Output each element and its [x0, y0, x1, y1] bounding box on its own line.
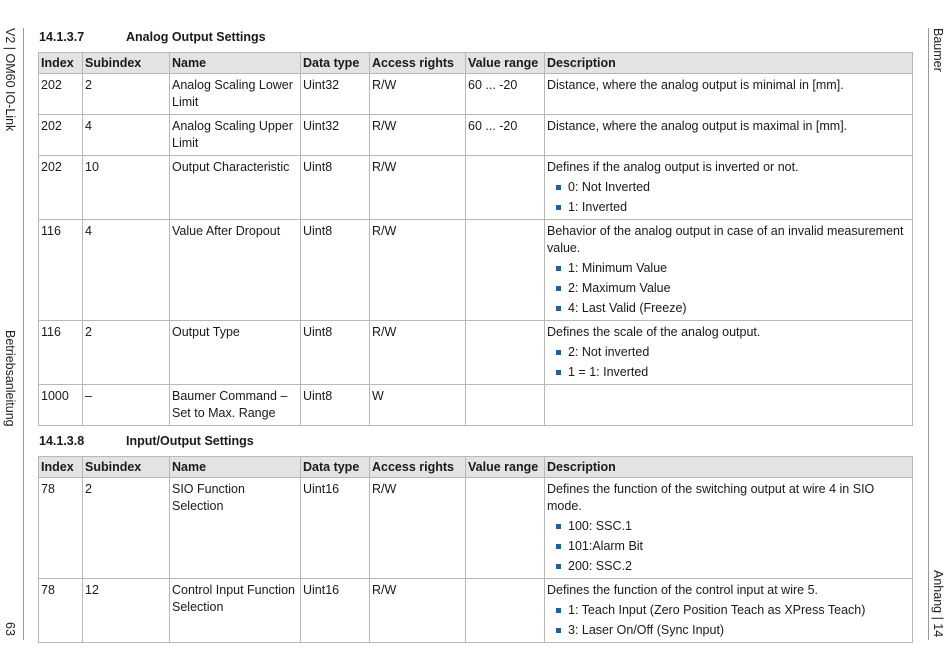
header-name: Name	[170, 53, 301, 74]
cell-name: Baumer Command – Set to Max. Range	[170, 385, 301, 426]
cell-description	[545, 220, 913, 321]
option-item: 1: Minimum Value	[547, 260, 910, 277]
cell-description	[545, 579, 913, 643]
cell-access: R/W	[370, 115, 466, 156]
cell-access: R/W	[370, 220, 466, 321]
table-header-row	[39, 53, 913, 74]
table-row	[39, 321, 913, 385]
option-item: 1: Inverted	[547, 199, 910, 216]
option-item: 200: SSC.2	[547, 558, 910, 575]
cell-description	[545, 156, 913, 220]
cell-access: R/W	[370, 478, 466, 579]
option-item: 101:Alarm Bit	[547, 538, 910, 555]
cell-datatype: Uint8	[301, 385, 370, 426]
option-item: 1 = 1: Inverted	[547, 364, 910, 381]
header-index: Index	[39, 53, 83, 74]
description-text: Defines if the analog output is inverted or not.	[547, 160, 799, 174]
option-item: 0: Not Inverted	[547, 179, 910, 196]
cell-name: Analog Scaling Upper Limit	[170, 115, 301, 156]
header-name: Name	[170, 457, 301, 478]
table-row	[39, 156, 913, 220]
header-description: Description	[545, 457, 913, 478]
cell-datatype: Uint32	[301, 115, 370, 156]
option-item: 2: Not inverted	[547, 344, 910, 361]
analog-output-table	[38, 52, 913, 426]
cell-datatype: Uint8	[301, 156, 370, 220]
option-item: 1: Teach Input (Zero Position Teach as XPress Teach)	[547, 602, 910, 619]
section-heading-analog-output	[39, 30, 266, 44]
table-row	[39, 115, 913, 156]
cell-subindex: 12	[83, 579, 170, 643]
cell-access: W	[370, 385, 466, 426]
cell-datatype: Uint16	[301, 478, 370, 579]
option-item: 2: Maximum Value	[547, 280, 910, 297]
page-number: 63	[3, 622, 17, 636]
right-margin-rule	[928, 28, 929, 640]
cell-range	[466, 579, 545, 643]
cell-index: 116	[39, 220, 83, 321]
table-row	[39, 385, 913, 426]
cell-access: R/W	[370, 156, 466, 220]
io-settings-table	[38, 456, 913, 643]
header-datatype: Data type	[301, 53, 370, 74]
section-title: Input/Output Settings	[126, 434, 254, 448]
cell-range	[466, 478, 545, 579]
table-row	[39, 74, 913, 115]
header-range: Value range	[466, 457, 545, 478]
description-text: Defines the function of the switching output at wire 4 in SIO mode.	[547, 482, 875, 513]
cell-subindex: 4	[83, 115, 170, 156]
cell-name: SIO Function Selection	[170, 478, 301, 579]
cell-description	[545, 321, 913, 385]
cell-subindex: 10	[83, 156, 170, 220]
cell-subindex: 2	[83, 321, 170, 385]
option-item: 3: Laser On/Off (Sync Input)	[547, 622, 910, 639]
header-subindex: Subindex	[83, 53, 170, 74]
cell-name: Control Input Function Selection	[170, 579, 301, 643]
cell-name: Value After Dropout	[170, 220, 301, 321]
cell-index: 78	[39, 579, 83, 643]
header-datatype: Data type	[301, 457, 370, 478]
option-list	[547, 602, 910, 639]
table-header-row	[39, 457, 913, 478]
description-text: Defines the scale of the analog output.	[547, 325, 761, 339]
cell-index: 202	[39, 156, 83, 220]
brand-label: Baumer	[931, 28, 945, 72]
document-id: V2 | OM60 IO-Link	[3, 28, 17, 132]
header-access: Access rights	[370, 53, 466, 74]
option-list	[547, 260, 910, 317]
cell-description	[545, 115, 913, 156]
header-description: Description	[545, 53, 913, 74]
description-text: Distance, where the analog output is maximal in [mm].	[547, 119, 848, 133]
cell-description	[545, 478, 913, 579]
cell-range	[466, 156, 545, 220]
header-access: Access rights	[370, 457, 466, 478]
cell-range: 60 ... -20	[466, 115, 545, 156]
header-index: Index	[39, 457, 83, 478]
section-number: 14.1.3.8	[39, 434, 85, 448]
cell-range	[466, 220, 545, 321]
cell-index: 78	[39, 478, 83, 579]
manual-label: Betriebsanleitung	[3, 330, 17, 427]
option-list	[547, 344, 910, 381]
table-row	[39, 220, 913, 321]
table-row	[39, 579, 913, 643]
description-text: Behavior of the analog output in case of an invalid measurement value.	[547, 224, 904, 255]
option-item: 100: SSC.1	[547, 518, 910, 535]
cell-range: 60 ... -20	[466, 74, 545, 115]
section-number: 14.1.3.7	[39, 30, 85, 44]
cell-datatype: Uint16	[301, 579, 370, 643]
cell-subindex: 2	[83, 478, 170, 579]
cell-datatype: Uint32	[301, 74, 370, 115]
cell-access: R/W	[370, 74, 466, 115]
section-title: Analog Output Settings	[126, 30, 266, 44]
option-list	[547, 518, 910, 575]
option-list	[547, 179, 910, 216]
section-heading-io-settings	[39, 434, 254, 448]
cell-index: 1000	[39, 385, 83, 426]
cell-range	[466, 321, 545, 385]
cell-name: Analog Scaling Lower Limit	[170, 74, 301, 115]
cell-index: 202	[39, 115, 83, 156]
cell-access: R/W	[370, 321, 466, 385]
cell-subindex: –	[83, 385, 170, 426]
cell-datatype: Uint8	[301, 321, 370, 385]
cell-name: Output Characteristic	[170, 156, 301, 220]
cell-description	[545, 385, 913, 426]
left-margin-rule	[23, 28, 24, 640]
table-row	[39, 478, 913, 579]
cell-subindex: 2	[83, 74, 170, 115]
cell-access: R/W	[370, 579, 466, 643]
cell-subindex: 4	[83, 220, 170, 321]
cell-range	[466, 385, 545, 426]
cell-datatype: Uint8	[301, 220, 370, 321]
chapter-label: Anhang | 14	[931, 570, 945, 638]
cell-name: Output Type	[170, 321, 301, 385]
description-text: Distance, where the analog output is minimal in [mm].	[547, 78, 844, 92]
option-item: 4: Last Valid (Freeze)	[547, 300, 910, 317]
header-range: Value range	[466, 53, 545, 74]
header-subindex: Subindex	[83, 457, 170, 478]
description-text: Defines the function of the control input at wire 5.	[547, 583, 818, 597]
cell-index: 116	[39, 321, 83, 385]
cell-index: 202	[39, 74, 83, 115]
cell-description	[545, 74, 913, 115]
